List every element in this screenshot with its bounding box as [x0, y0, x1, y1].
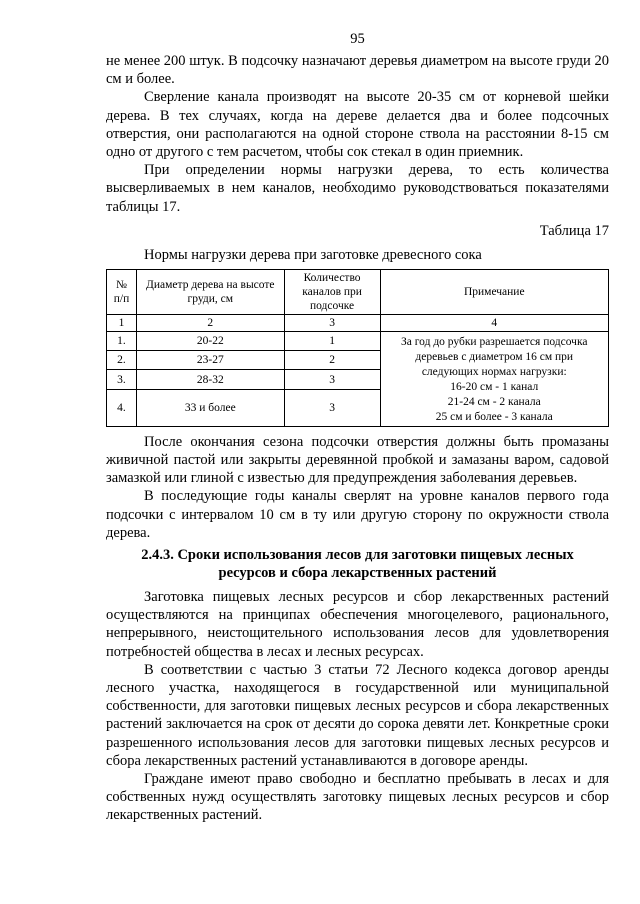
- index-cell: 4: [380, 314, 608, 331]
- section-heading-line: 2.4.3. Сроки использования лесов для заготовки пищевых лесных: [141, 547, 574, 564]
- note-line: За год до рубки разрешается подсочка: [401, 335, 588, 348]
- row-num: 4.: [107, 389, 137, 426]
- row-diameter: 20-22: [136, 331, 284, 350]
- note-line: 25 см и более - 3 канала: [435, 410, 553, 423]
- section-heading-line: ресурсов и сбора лекарственных растений: [218, 565, 497, 582]
- paragraph-load-norms: При определении нормы нагрузки дерева, то есть количества высверливаемых в нем каналов, необходимо руководствоваться показателями таблицы 17.: [106, 162, 609, 215]
- row-diameter: 28-32: [136, 370, 284, 389]
- table-header-row: [107, 269, 609, 314]
- table-label: Таблица 17: [539, 222, 609, 239]
- row-diameter: 33 и более: [136, 389, 284, 426]
- header-diameter: Диаметр дерева на высоте груди, см: [136, 269, 284, 314]
- table-row: [107, 331, 609, 350]
- row-num: 1.: [107, 331, 137, 350]
- note-line: 16-20 см - 1 канал: [450, 380, 539, 393]
- row-channels: 3: [284, 389, 380, 426]
- paragraph-drilling: Сверление канала производят на высоте 20-35 см от корневой шейки дерева. В тех случаях, когда на дереве делается два и более подсочных отверстия, они располагаются на одной стороне ствола на расстоянии 8-15 см одно от другого с тем расчетом, чтобы сок стекал в один приемник.: [106, 89, 609, 161]
- note-line: следующих нормах нагрузки:: [421, 365, 567, 378]
- table-index-row: [107, 314, 609, 331]
- section-heading: [106, 546, 609, 582]
- note-line: деревьев с диаметром 16 см при: [415, 350, 574, 363]
- norms-table: [106, 269, 609, 427]
- document-page: [106, 30, 609, 825]
- paragraph-principles: Заготовка пищевых лесных ресурсов и сбор лекарственных растений осуществляются на принципах обеспечения многоцелевого, рационального, непрерывного, неистощительного использования лесов для удовлетворения потребностей общества в лесах и лесных ресурсах.: [106, 589, 609, 660]
- header-note: Примечание: [380, 269, 608, 314]
- row-num: 2.: [107, 351, 137, 370]
- header-channels: Количество каналов при подсочке: [284, 269, 380, 314]
- row-channels: 3: [284, 370, 380, 389]
- row-channels: 2: [284, 351, 380, 370]
- index-cell: 2: [136, 314, 284, 331]
- table-title: Нормы нагрузки дерева при заготовке древесного сока: [144, 246, 482, 263]
- paragraph-lease-terms: В соответствии с частью 3 статьи 72 Лесного кодекса договор аренды лесного участка, находящегося в государственной или муниципальной собственности, для заготовки пищевых лесных ресурсов и сбора лекарственных растений заключается на срок от десяти до сорока девяти лет. Конкретные сроки разрешенного использования лесов для заготовки пищевых лесных ресурсов и сбора лекарственных растений устанавливаются в договоре аренды.: [106, 661, 609, 769]
- paragraph-continuation: не менее 200 штук. В подсочку назначают деревья диаметром на высоте груди 20 см и более.: [106, 53, 609, 88]
- header-num: № п/п: [107, 269, 137, 314]
- note-line: 21-24 см - 2 канала: [447, 395, 541, 408]
- page-number: 95: [350, 31, 365, 47]
- paragraph-after-season: После окончания сезона подсочки отверстия должны быть промазаны живичной пастой или закрыты деревянной пробкой и замазаны варом, садовой замазкой или глиной с известью для предупреждения заболевания деревьев.: [106, 433, 609, 487]
- row-num: 3.: [107, 370, 137, 389]
- index-cell: 1: [107, 314, 137, 331]
- paragraph-next-years: В последующие годы каналы сверлят на уровне каналов первого года подсочки с интервалом 10 см в ту или другую сторону по окружности ствола дерева.: [106, 488, 609, 541]
- row-channels: 1: [284, 331, 380, 350]
- row-diameter: 23-27: [136, 351, 284, 370]
- note-cell: [380, 331, 608, 426]
- paragraph-citizens-rights: Граждане имеют право свободно и бесплатно пребывать в лесах и для собственных нужд осуществлять заготовку пищевых лесных ресурсов и сбор лекарственных растений.: [106, 771, 609, 824]
- index-cell: 3: [284, 314, 380, 331]
